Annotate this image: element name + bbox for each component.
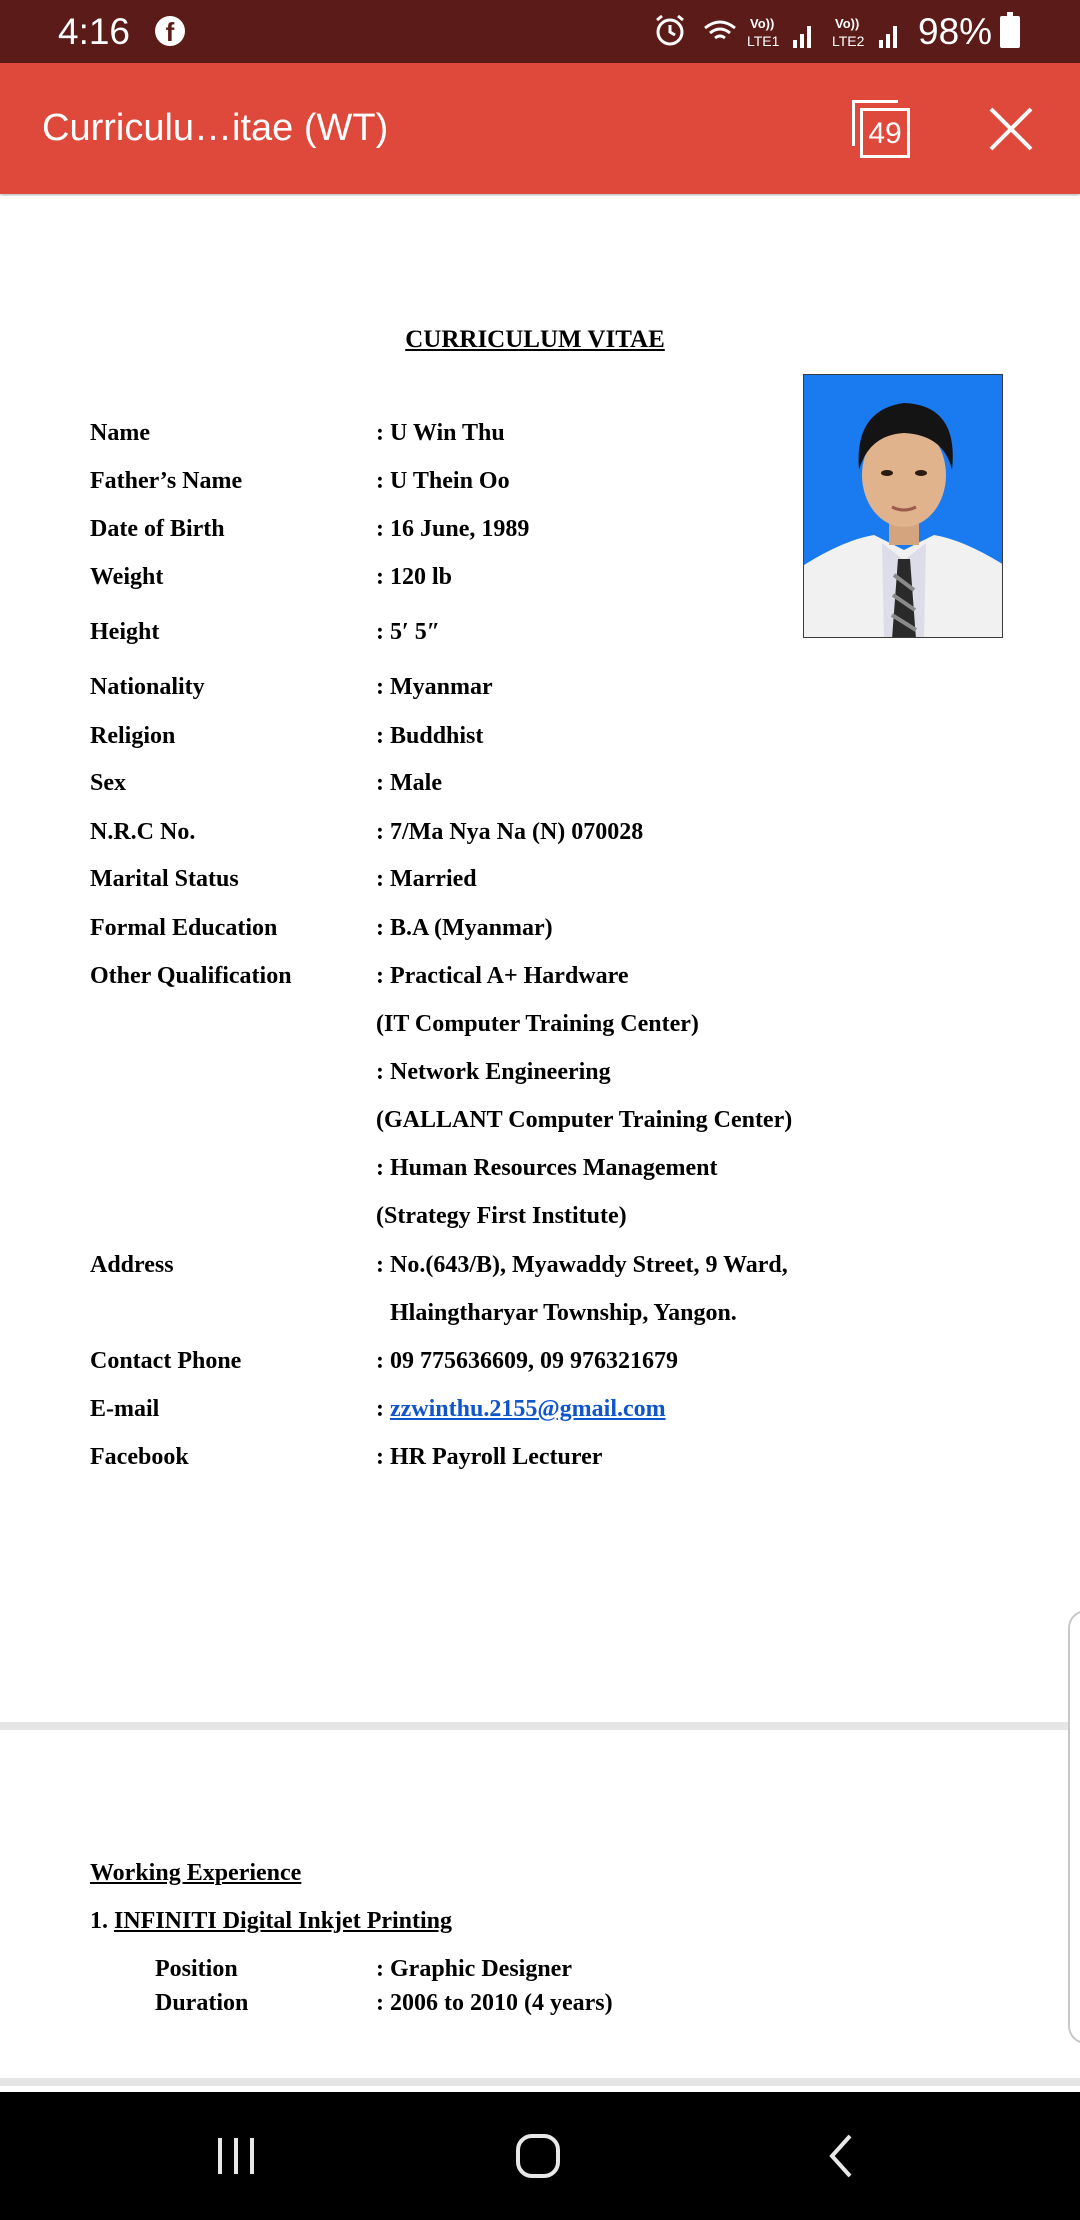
field-value: (Strategy First Institute) (376, 1203, 627, 1229)
status-bar (0, 0, 1080, 63)
field-label: Marital Status (90, 866, 239, 892)
field-label: Height (90, 619, 160, 645)
field-value: : Practical A+ Hardware (376, 963, 629, 989)
field-label: Name (90, 420, 150, 446)
work-item-number: 1. (90, 1908, 114, 1934)
field-value: (GALLANT Computer Training Center) (376, 1107, 793, 1133)
field-value (376, 1394, 666, 1424)
field-label: Sex (90, 770, 126, 796)
field-value: : No.(643/B), Myawaddy Street, 9 Ward, (376, 1252, 788, 1278)
field-label: Formal Education (90, 915, 278, 941)
battery-icon (1000, 16, 1020, 48)
signal-icon (879, 26, 897, 48)
work-item (90, 1908, 452, 1935)
working-experience-heading: Working Experience (90, 1860, 302, 1886)
field-label: Position (155, 1956, 238, 1982)
field-value: : 120 lb (376, 564, 453, 590)
document-page-1 (0, 196, 1080, 1724)
field-value: Hlaingtharyar Township, Yangon. (390, 1300, 737, 1326)
recents-icon[interactable] (206, 2126, 266, 2186)
field-value: : U Win Thu (376, 420, 505, 446)
field-label: Date of Birth (90, 516, 225, 542)
app-bar (0, 63, 1080, 194)
network-1-vo: Vo)) (750, 16, 775, 31)
field-label: Father’s Name (90, 468, 243, 494)
network-1-lte: LTE1 (747, 33, 780, 49)
document-page-2 (0, 1730, 1080, 2080)
field-label: Contact Phone (90, 1348, 242, 1374)
scroll-handle[interactable] (1068, 1610, 1080, 2044)
work-item-name: INFINITI Digital Inkjet Printing (114, 1908, 453, 1934)
field-value: : 5′ 5″ (376, 619, 440, 645)
field-label: N.R.C No. (90, 819, 196, 845)
field-label: E-mail (90, 1396, 160, 1422)
email-link[interactable]: zzwinthu.2155@gmail.com (390, 1396, 666, 1422)
status-time: 4:16 (58, 11, 131, 52)
email-prefix: : (376, 1396, 390, 1422)
profile-photo (803, 374, 1003, 638)
pages-button[interactable] (852, 100, 912, 160)
field-value: : Buddhist (376, 723, 484, 749)
field-value: : Graphic Designer (376, 1956, 572, 1982)
field-label: Other Qualification (90, 963, 292, 989)
field-value: : 2006 to 2010 (4 years) (376, 1990, 613, 2016)
field-value: : 09 775636609, 09 976321679 (376, 1348, 678, 1374)
field-label: Address (90, 1252, 174, 1278)
cv-heading: CURRICULUM VITAE (405, 326, 665, 353)
navigation-bar (0, 2092, 1080, 2220)
field-value: : Human Resources Management (376, 1155, 718, 1181)
field-value: : Network Engineering (376, 1059, 611, 1085)
back-icon[interactable] (812, 2126, 872, 2186)
field-label: Facebook (90, 1444, 189, 1470)
page-separator (0, 1722, 1080, 1730)
field-value: (IT Computer Training Center) (376, 1011, 699, 1037)
field-label: Religion (90, 723, 176, 749)
field-value: : Male (376, 770, 442, 796)
wifi-icon (705, 22, 735, 38)
home-icon[interactable] (508, 2126, 568, 2186)
page-count: 49 (860, 108, 910, 158)
field-value: : Married (376, 866, 477, 892)
battery-percent: 98% (918, 11, 993, 52)
facebook-icon: f (155, 16, 185, 46)
close-icon[interactable] (986, 104, 1036, 154)
field-label: Duration (155, 1990, 249, 2016)
page-separator (0, 2078, 1080, 2086)
field-label: Nationality (90, 674, 205, 700)
document-title: Curriculu…itae (WT) (42, 107, 389, 149)
signal-icon (793, 26, 811, 48)
field-value: : 7/Ma Nya Na (N) 070028 (376, 819, 644, 845)
field-value: : U Thein Oo (376, 468, 510, 494)
network-2-lte: LTE2 (832, 33, 865, 49)
network-2-vo: Vo)) (835, 16, 860, 31)
field-label: Weight (90, 564, 164, 590)
field-value: : Myanmar (376, 674, 493, 700)
field-value: : 16 June, 1989 (376, 516, 530, 542)
field-value: : B.A (Myanmar) (376, 915, 553, 941)
status-icons (650, 10, 912, 54)
field-value: : HR Payroll Lecturer (376, 1444, 603, 1470)
alarm-icon (657, 16, 683, 44)
